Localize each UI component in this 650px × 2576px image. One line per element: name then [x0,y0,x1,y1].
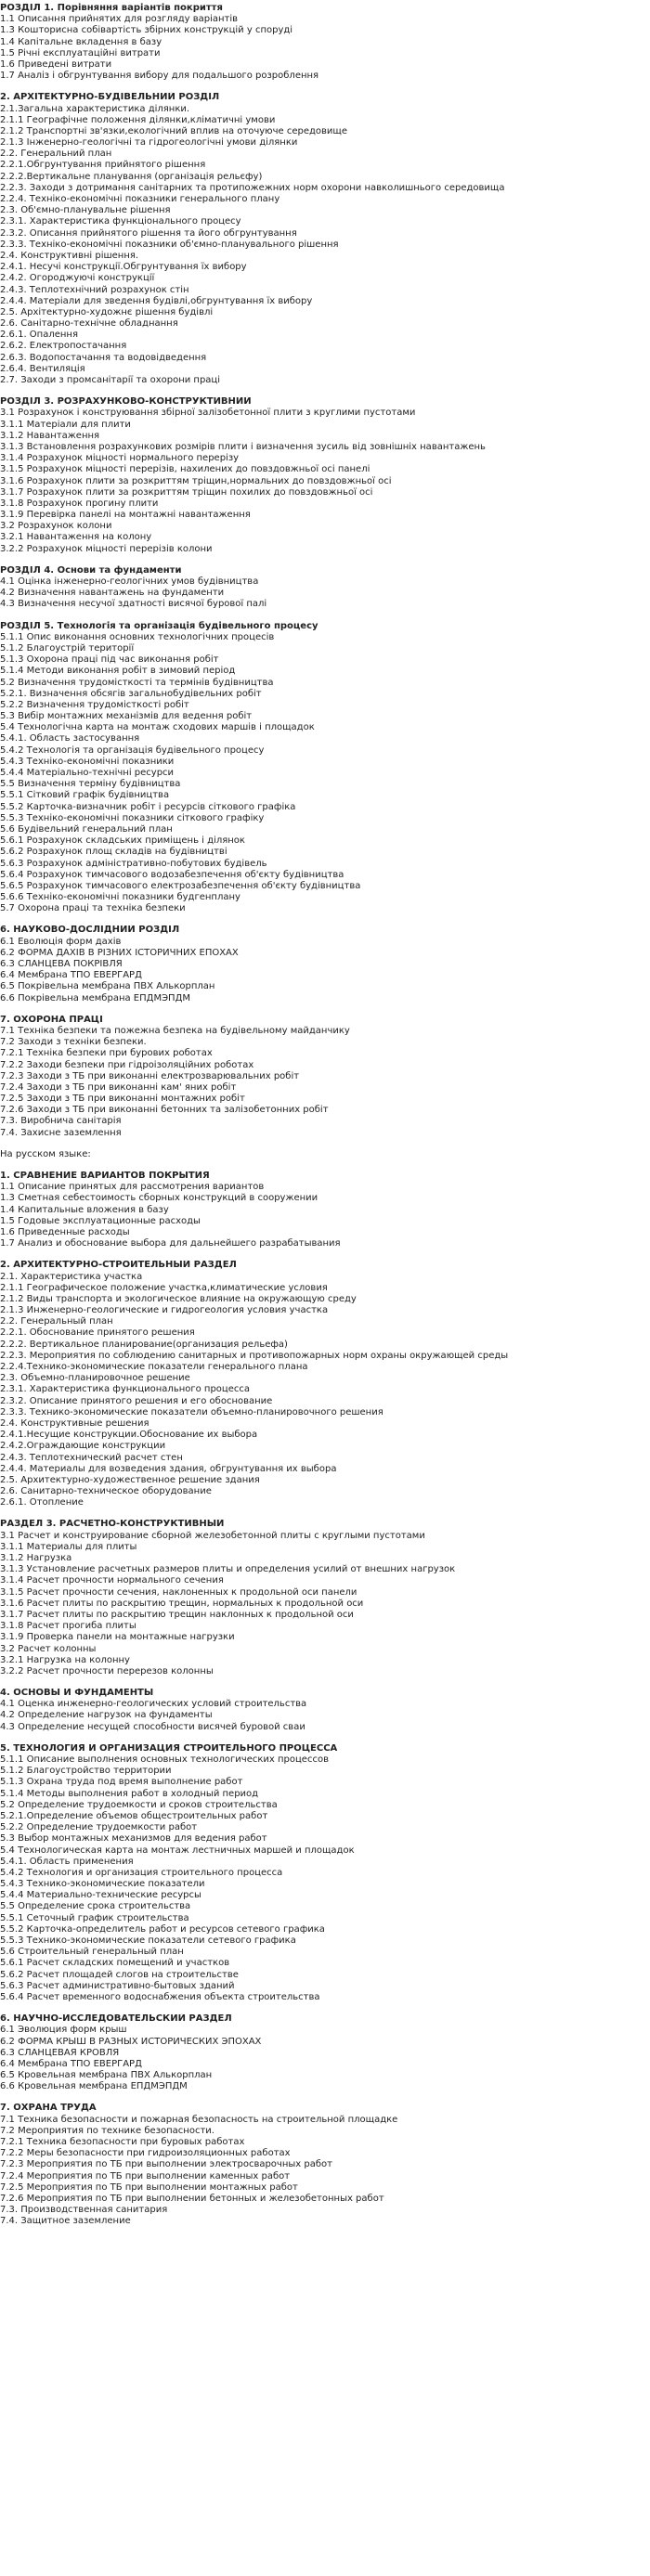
toc-entry: 5.6.2 Розрахунок площ складів на будівництві [0,847,228,858]
toc-entry: 7.2.2 Меры безопасности при гидроизоляционных работах [0,2148,291,2159]
toc-entry: 5.6.3 Расчет административно-бытовых зданий [0,1980,235,1991]
toc-entry: 2.7. Заходи з промсанітарії та охорони праці [0,375,221,385]
ru-section-1 [0,1171,650,1249]
toc-entry: 2.3. Объемно-планировочное решение [0,1373,190,1384]
toc-entry: 2.3.2. Описання прийнятого рішення та його обгрунтування [0,227,297,239]
toc-entry: 3.2.1 Навантаження на колону [0,532,152,543]
toc-entry: 2.4.4. Материалы для возведения здания, обгрунтування их выбора [0,1463,337,1474]
toc-entry: 5.3 Выбор монтажных механизмов для ведения работ [0,1833,267,1845]
toc-entry: 2.1.3 Инженерно-геологические и гидрогеология условия участка [0,1305,329,1316]
toc-entry: 2.6.4. Вентиляція [0,363,85,374]
toc-entry: 5.1.2 Благоустройство территории [0,1766,172,1777]
toc-entry: 6.3 СЛАНЦЕВАЯ КРОВЛЯ [0,2047,120,2058]
toc-entry: 7.2.2 Заходи безпеки при гідроізоляційних роботах [0,1059,254,1070]
toc-entry: 2.1.1 Географическое положение участка,климатические условия [0,1282,328,1293]
toc-entry: 1.1 Описання прийнятих для розгляду варіантів [0,14,239,25]
toc-entry: 2.3.2. Описание принятого решения и его обоснование [0,1395,273,1406]
toc-entry: 6.6 Кровельная мембрана ЕПДМЭПДМ [0,2081,188,2092]
toc-entry: 5.4.1. Область применения [0,1856,134,1867]
toc-entry: 3.2 Расчет колонны [0,1643,97,1654]
toc-entry: 2.1.Загальна характеристика ділянки. [0,103,190,114]
toc-entry: 7.2.4 Мероприятия по ТБ при выполнении каменных работ [0,2170,291,2181]
ukrainian-contents [0,3,650,1139]
toc-entry: 3.1.4 Розрахунок міцності нормального перерізу [0,453,240,464]
toc-entry: 1.3 Кошторисна собівартість збірних конструкцій у споруді [0,25,293,36]
toc-entry: 6.2 ФОРМА КРЫШ В РАЗНЫХ ИСТОРИЧЕСКИХ ЭПОХАХ [0,2036,262,2047]
toc-entry: 5.6.2 Расчет площадей слогов на строительстве [0,1969,239,1980]
toc-entry: 5.2.2 Определение трудоемкости работ [0,1822,198,1833]
uk-section-2 [0,92,650,386]
toc-entry: 5.6.4 Розрахунок тимчасового водозабезпечення об'єкту будівництва [0,869,344,880]
toc-entry: 5.5.1 Сеточный график строительства [0,1912,189,1923]
toc-entry: 7.4. Защитное заземление [0,2216,131,2227]
section-heading: РОЗДІЛ 5. Технологія та організація будівельного процесу [0,620,318,631]
toc-entry: 2.2.3. Мероприятия по соблюдению санитарных и противопожарных норм охраны окружающей среды [0,1350,509,1361]
toc-entry: 2.2.3. Заходи з дотримання санітарних та протипожежних норм охорони навколишнього середовища [0,182,505,193]
toc-entry: 3.2.2 Расчет прочности перерезов колонны [0,1665,214,1676]
toc-entry: 7.2.6 Заходи з ТБ при виконанні бетонних та залізобетонних робіт [0,1105,329,1116]
toc-entry: 5.1.3 Охрана труда под время выполнение работ [0,1777,243,1788]
toc-entry: 7.2.5 Мероприятия по ТБ при выполнении монтажных работ [0,2181,298,2193]
toc-entry: 7.2.3 Заходи з ТБ при виконанні електрозварювальних робіт [0,1070,300,1081]
toc-entry: 3.2.2 Розрахунок міцності перерізів колони [0,543,213,554]
toc-entry: 5.6.5 Розрахунок тимчасового електрозабезпечення об'єкту будівництва [0,880,361,891]
toc-entry: 2.4.1.Несущие конструкции.Обоснование их выбора [0,1430,258,1441]
toc-entry: 3.1.5 Розрахунок міцності перерізів, нахилених до повздовжньої осі панелі [0,464,370,475]
toc-entry: 2.2.4.Технико-экономические показатели генерального плана [0,1362,308,1372]
toc-entry: 3.1.6 Расчет плиты по раскрытию трещин, нормальных к продольной оси [0,1598,364,1609]
section-heading: 2. АРХИТЕКТУРНО-СТРОИТЕЛЬНЫЙ РАЗДЕЛ [0,1260,237,1271]
toc-entry: 5.4.4 Матеріально-технічні ресурси [0,768,175,778]
toc-entry: 5.1.3 Охорона праці під час виконання робіт [0,654,219,666]
toc-entry: 2.3.1. Характеристика функціонального процесу [0,216,241,227]
section-heading: 6. НАУКОВО-ДОСЛІДНИЙ РОЗДІЛ [0,925,180,936]
toc-entry: 3.1.9 Перевірка панелі на монтажні навантаження [0,510,251,521]
toc-entry: 5.1.4 Методы выполнения работ в холодный период [0,1788,259,1799]
toc-entry: 2.2.2. Вертикальное планирование(организация рельефа) [0,1339,288,1350]
toc-entry: 7.2.4 Заходи з ТБ при виконанні кам' яних робіт [0,1081,237,1093]
section-heading: РАЗДЕЛ 3. РАСЧЕТНО-КОНСТРУКТИВНЫЙ [0,1519,225,1530]
toc-entry: 6.5 Покрівельна мембрана ПВХ Алькорплан [0,981,215,992]
toc-entry: 2.6. Санітарно-технічне обладнання [0,318,178,330]
toc-entry: 1.1 Описание принятых для рассмотрения вариантов [0,1182,265,1193]
toc-entry: 5.5.3 Технико-экономические показатели сетевого графика [0,1935,296,1946]
toc-entry: 6.6 Покрівельна мембрана ЕПДМЭПДМ [0,992,191,1003]
toc-entry: 2.4.1. Несучі конструкції.Обгрунтування їх вибору [0,262,247,273]
toc-entry: 6.4 Мембрана ТПО ЕВЕРГАРД [0,970,142,981]
toc-entry: 7.3. Виробнича санітарія [0,1116,122,1127]
toc-entry: 2.3.3. Техніко-економічні показники об'ємно-планувального рішення [0,239,339,250]
section-heading: 1. СРАВНЕНИЕ ВАРИАНТОВ ПОКРЫТИЯ [0,1171,210,1181]
toc-entry: 3.1.1 Матеріали для плити [0,419,131,430]
ru-section-4 [0,1688,650,1733]
toc-entry: 5.4 Технологічна карта на монтаж сходових маршів і площадок [0,722,315,733]
uk-section-5 [0,621,650,915]
toc-entry: 3.1 Розрахунок і конструювання збірної залізобетонної плити з круглими пустотами [0,408,416,419]
uk-section-6 [0,925,650,1003]
uk-section-7 [0,1015,650,1139]
toc-entry: 3.1.5 Расчет прочности сечения, наклоненных к продольной оси панели [0,1586,358,1598]
toc-entry: 3.1.8 Розрахунок прогину плити [0,498,159,509]
toc-entry: 4.2 Определение нагрузок на фундаменты [0,1710,213,1721]
toc-entry: 1.4 Капітальне вкладення в базу [0,36,162,47]
toc-entry: 7.3. Производственная санитария [0,2205,168,2216]
toc-entry: 5.1.1 Описание выполнения основных технологических процессов [0,1754,329,1765]
toc-entry: 5.2.2 Визначення трудомісткості робіт [0,699,189,710]
toc-entry: 5.3 Вибір монтажних механізмів для ведення робіт [0,711,253,722]
toc-entry: 5.1.2 Благоустрій території [0,642,135,654]
toc-entry: 2.2. Генеральний план [0,149,112,160]
toc-entry: 5.2 Определение трудоемкости и сроков строительства [0,1799,278,1810]
toc-entry: 2.2.1. Обоснование принятого решения [0,1327,195,1339]
ru-section-5 [0,1743,650,2003]
toc-entry: 3.2.1 Нагрузка на колонну [0,1654,130,1665]
toc-entry: 4.2 Визначення навантажень на фундаменти [0,588,225,599]
toc-entry: 5.4 Технологическая карта на монтаж лестничных маршей и площадок [0,1845,355,1856]
toc-entry: 2.6. Санитарно-техническое оборудование [0,1486,212,1497]
toc-entry: 2.3. Об'ємно-планувальне рішення [0,205,171,216]
uk-section-3 [0,396,650,555]
toc-entry: 4.1 Оценка инженерно-геологических условий строительства [0,1699,307,1710]
toc-entry: 3.1.4 Расчет прочности нормального сечения [0,1575,224,1586]
toc-entry: 1.5 Годовые эксплуатационные расходы [0,1215,201,1226]
toc-entry: 2.5. Архитектурно-художественное решение здания [0,1474,260,1485]
toc-entry: 3.1.2 Нагрузка [0,1553,72,1563]
toc-entry: 2.1.3 Інженерно-геологічні та гідрогеологічні умови ділянки [0,137,298,149]
toc-entry: 3.1.8 Расчет прогиба плиты [0,1621,136,1632]
toc-entry: 4.1 Оцінка інженерно-геологічних умов будівництва [0,576,259,587]
toc-entry: 7.2 Мероприятия по технике безопасности. [0,2125,214,2136]
toc-entry: 1.3 Сметная себестоимость сборных конструкций в сооружении [0,1193,318,1204]
toc-entry: 5.7 Охорона праці та техніка безпеки [0,903,186,914]
toc-entry: 1.5 Річні експлуатаційні витрати [0,47,161,58]
toc-entry: 3.1.3 Встановлення розрахункових розмірів плити і визначення зусиль від зовнішніх навантажень [0,441,486,452]
toc-entry: 2.3.1. Характеристика функционального процесса [0,1384,251,1395]
toc-entry: 3.1.7 Расчет плиты по раскрытию трещин наклонных к продольной оси [0,1609,354,1620]
toc-entry: 2.4.2. Огороджуючі конструкції [0,273,155,284]
toc-entry: 4.3 Определение несущей способности висячей буровой сваи [0,1721,306,1732]
toc-entry: 2.1. Характеристика участка [0,1271,143,1282]
ru-section-3 [0,1519,650,1677]
toc-entry: 2.6.3. Водопостачання та водовідведення [0,352,207,363]
toc-entry: 2.5. Архітектурно-художнє рішення будівлі [0,306,214,317]
toc-entry: 2.1.2 Транспортні зв'язки,екологічний вплив на оточуюче середовище [0,125,347,136]
toc-entry: 2.2.2.Вертикальне планування (організація рельєфу) [0,171,263,182]
section-heading: РОЗДІЛ 4. Основи та фундаменти [0,564,182,576]
toc-entry: 1.6 Приведенные расходы [0,1226,130,1237]
toc-entry: 5.2 Визначення трудомісткості та термінів будівництва [0,677,274,688]
toc-entry: 5.1.4 Методи виконання робіт в зимовий період [0,666,236,677]
toc-entry: 5.5.2 Карточка-определитель работ и ресурсов сетевого графика [0,1923,325,1935]
toc-entry: 5.4.4 Материально-технические ресурсы [0,1890,202,1901]
toc-entry: 2.2. Генеральный план [0,1316,113,1327]
ru-section-6 [0,2013,650,2092]
toc-entry: 2.1.2 Виды транспорта и экологическое влияние на окружающую среду [0,1293,357,1304]
toc-entry: 6.2 ФОРМА ДАХІВ В РІЗНИХ ІСТОРИЧНИХ ЕПОХАХ [0,947,239,958]
toc-entry: 2.1.1 Географічне положення ділянки,кліматичні умови [0,114,276,125]
toc-entry: 6.1 Эволюция форм крыш [0,2025,127,2036]
toc-entry: 5.5.3 Техніко-економічні показники сіткового графіку [0,812,265,823]
toc-entry: 3.1.7 Розрахунок плити за розкриттям тріщин похилих до повздовжньої осі [0,486,373,498]
toc-entry: 5.5 Определение срока строительства [0,1901,191,1912]
toc-entry: 2.4. Конструктивні рішення. [0,250,139,261]
toc-entry: 5.4.3 Техніко-економічні показники [0,756,175,767]
toc-entry: 7.4. Захисне заземлення [0,1127,122,1138]
toc-entry: 7.2.3 Мероприятия по ТБ при выполнении электросварочных работ [0,2159,332,2170]
toc-entry: 3.1.6 Розрахунок плити за розкриттям тріщин,нормальних до повздовжньої осі [0,475,392,486]
toc-entry: 2.4.3. Теплотехнический расчет стен [0,1452,183,1463]
toc-entry: 3.1.9 Проверка панели на монтажные нагрузки [0,1632,235,1643]
uk-section-4 [0,565,650,611]
section-heading: 7. ОХРАНА ТРУДА [0,2103,97,2114]
toc-entry: 2.6.1. Отопление [0,1497,84,1508]
toc-entry: 4.3 Визначення несучої здатності висячої бурової палі [0,599,267,610]
toc-entry: 5.6.1 Расчет складских помещений и участков [0,1958,230,1969]
toc-entry: 5.4.2 Технологія та організація будівельного процесу [0,744,265,756]
toc-entry: 2.3.3. Технико-экономические показатели объемно-планировочного решения [0,1406,384,1417]
toc-entry: 2.4. Конструктивные решения [0,1417,150,1429]
toc-entry: 6.3 СЛАНЦЕВА ПОКРІВЛЯ [0,959,123,969]
section-heading: 6. НАУЧНО-ИССЛЕДОВАТЕЛЬСКИЙ РАЗДЕЛ [0,2013,232,2025]
toc-entry: 2.2.4. Техніко-економічні показники генерального плану [0,194,280,204]
section-heading: РОЗДІЛ 3. РОЗРАХУНКОВО-КОНСТРУКТИВНИЙ [0,396,252,408]
ru-section-7 [0,2103,650,2227]
toc-entry: 1.7 Аналіз і обгрунтування вибору для подальшого розроблення [0,71,319,82]
toc-entry: 5.1.1 Опис виконання основних технологічних процесів [0,631,275,642]
toc-entry: 5.6.6 Техніко-економічні показники будгенплану [0,892,240,903]
toc-entry: 5.6 Будівельний генеральний план [0,823,173,835]
toc-entry: 1.6 Приведені витрати [0,58,112,70]
toc-entry: 7.2 Заходи з техніки безпеки. [0,1037,147,1048]
toc-entry: 3.1.1 Материалы для плиты [0,1541,137,1552]
toc-entry: 5.4.2 Технология и организация строительного процесса [0,1867,283,1878]
toc-entry: 2.6.2. Електропостачання [0,341,127,352]
toc-entry: 1.4 Капитальные вложения в базу [0,1204,169,1215]
toc-entry: 2.4.2.Ограждающие конструкции [0,1441,166,1452]
toc-entry: 5.5 Визначення терміну будівництва [0,779,181,790]
toc-entry: 3.2 Розрахунок колони [0,521,112,532]
toc-entry: 3.1.3 Установление расчетных размеров плиты и определения усилий от внешних нагрузок [0,1564,456,1575]
toc-entry: 5.2.1.Определение объемов общестроительных работ [0,1810,268,1821]
toc-entry: 5.6 Строительный генеральный план [0,1947,184,1958]
section-heading: РОЗДІЛ 1. Порівняння варіантів покриття [0,3,223,13]
section-heading: 2. АРХІТЕКТУРНО-БУДІВЕЛЬНИЙ РОЗДІЛ [0,92,220,103]
uk-section-1 [0,3,650,82]
toc-entry: 3.1.2 Навантаження [0,430,100,441]
toc-entry: 6.4 Мембрана ТПО ЕВЕРГАРД [0,2058,142,2069]
toc-entry: 5.5.1 Сітковий графік будівництва [0,790,170,801]
toc-entry: 3.1 Расчет и конструирование сборной железобетонной плиты с круглыми пустотами [0,1530,425,1541]
toc-entry: 5.4.3 Технико-экономические показатели [0,1879,205,1890]
toc-entry: 7.2.5 Заходи з ТБ при виконанні монтажних робіт [0,1094,245,1105]
section-heading: 4. ОСНОВЫ И ФУНДАМЕНТЫ [0,1688,154,1699]
toc-entry: 7.1 Техніка безпеки та пожежна безпека на будівельному майданчику [0,1025,350,1036]
section-heading: 5. ТЕХНОЛОГИЯ И ОРГАНИЗАЦИЯ СТРОИТЕЛЬНОГО ПРОЦЕССА [0,1742,338,1754]
toc-entry: 7.1 Техника безопасности и пожарная безопасность на строительной площадке [0,2114,398,2125]
russian-language-note: На русском языке: [0,1148,91,1159]
toc-entry: 2.4.4. Матеріали для зведення будівлі,обгрунтування їх вибору [0,295,313,306]
toc-entry: 1.7 Анализ и обоснование выбора для дальнейшего разрабатывания [0,1238,341,1249]
toc-entry: 2.6.1. Опалення [0,330,78,341]
toc-entry: 5.2.1. Визначення обсягів загальнобудівельних робіт [0,688,262,699]
section-heading: 7. ОХОРОНА ПРАЦІ [0,1014,103,1025]
toc-entry: 5.6.4 Расчет временного водоснабжения объекта строительства [0,1991,320,2002]
toc-entry: 5.5.2 Карточка-визначник робіт і ресурсів сіткового графіка [0,801,296,812]
toc-entry: 6.1 Еволюція форм дахів [0,936,122,947]
russian-contents [0,1171,650,2228]
ru-section-2 [0,1260,650,1508]
toc-entry: 5.4.1. Область застосування [0,733,140,744]
toc-entry: 2.2.1.Обгрунтування прийнятого рішення [0,160,206,171]
toc-entry: 7.2.6 Мероприятия по ТБ при выполнении бетонных и железобетонных работ [0,2193,384,2204]
toc-entry: 6.5 Кровельная мембрана ПВХ Алькорплан [0,2070,213,2081]
toc-entry: 5.6.1 Розрахунок складських приміщень і ділянок [0,835,245,847]
toc-entry: 5.6.3 Розрахунок адміністративно-побутових будівель [0,858,267,869]
toc-entry: 7.2.1 Техника безопасности при буровых работах [0,2137,245,2147]
toc-entry: 7.2.1 Техніка безпеки при бурових роботах [0,1048,213,1059]
toc-entry: 2.4.3. Теплотехнічний розрахунок стін [0,284,189,295]
